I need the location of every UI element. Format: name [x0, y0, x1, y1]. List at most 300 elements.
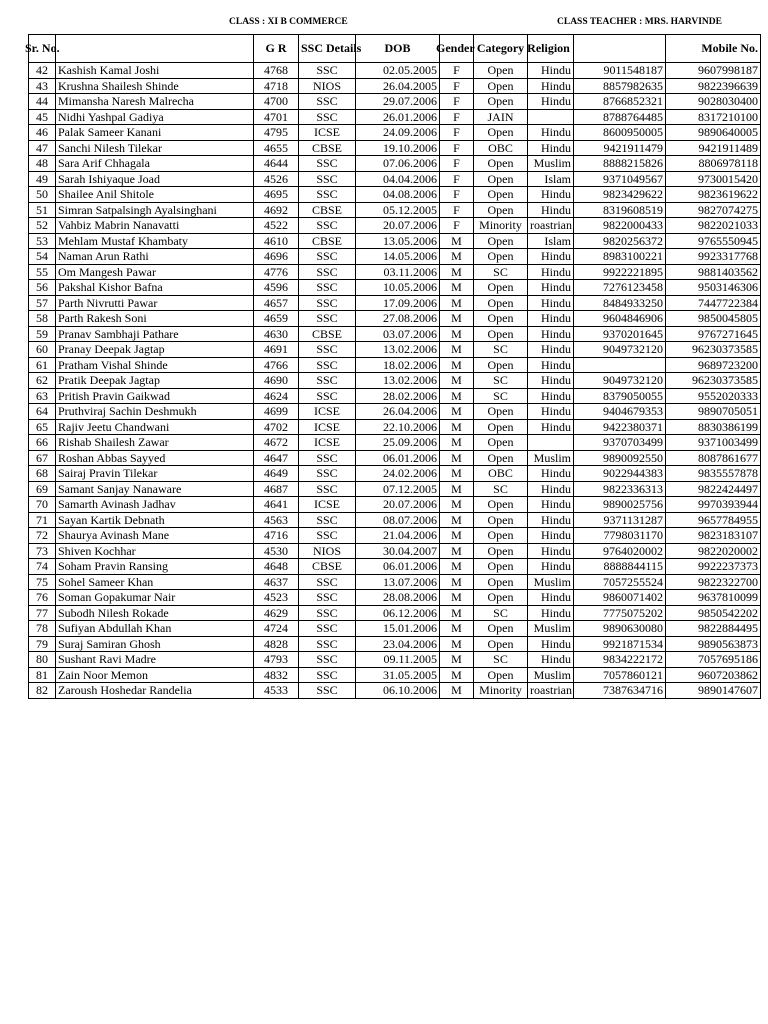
cell-sr-no: 71	[29, 512, 56, 528]
cell-religion: Hindu	[528, 466, 574, 482]
cell-mobile-no: 9822020002	[666, 543, 761, 559]
cell-ssc-board: SSC	[299, 528, 356, 544]
cell-ssc-board: CBSE	[299, 326, 356, 342]
cell-student-name: Parth Rakesh Soni	[56, 311, 254, 327]
cell-dob: 14.05.2006	[356, 249, 440, 265]
table-row	[29, 233, 761, 249]
cell-student-name: Mimansha Naresh Malrecha	[56, 94, 254, 110]
table-row	[29, 140, 761, 156]
cell-religion: Islam	[528, 171, 574, 187]
cell-dob: 15.01.2006	[356, 621, 440, 637]
cell-gender: M	[440, 512, 474, 528]
cell-dob: 30.04.2007	[356, 543, 440, 559]
table-row	[29, 621, 761, 637]
cell-student-name: Sairaj Pravin Tilekar	[56, 466, 254, 482]
cell-gender: M	[440, 342, 474, 358]
cell-dob: 22.10.2006	[356, 419, 440, 435]
cell-ssc-board: NIOS	[299, 78, 356, 94]
cell-phone: 9822000433	[574, 218, 666, 234]
cell-student-name: Pranav Sambhaji Pathare	[56, 326, 254, 342]
table-row	[29, 342, 761, 358]
cell-sr-no: 61	[29, 357, 56, 373]
cell-phone: 7775075202	[574, 605, 666, 621]
cell-category: Open	[474, 63, 528, 79]
cell-gender: F	[440, 94, 474, 110]
cell-ssc-board: SSC	[299, 109, 356, 125]
cell-sr-no: 63	[29, 388, 56, 404]
cell-mobile-no: 8830386199	[666, 419, 761, 435]
table-row	[29, 171, 761, 187]
cell-mobile-no: 9881403562	[666, 264, 761, 280]
cell-religion: Hindu	[528, 512, 574, 528]
cell-ssc-board: ICSE	[299, 435, 356, 451]
cell-mobile-no: 96230373585	[666, 373, 761, 389]
table-row	[29, 373, 761, 389]
cell-category: Open	[474, 233, 528, 249]
cell-dob: 13.02.2006	[356, 342, 440, 358]
cell-gender: M	[440, 280, 474, 296]
cell-ssc-board: ICSE	[299, 497, 356, 513]
cell-sr-no: 62	[29, 373, 56, 389]
cell-category: Open	[474, 667, 528, 683]
cell-sr-no: 69	[29, 481, 56, 497]
cell-sr-no: 57	[29, 295, 56, 311]
cell-dob: 23.04.2006	[356, 636, 440, 652]
cell-religion	[528, 435, 574, 451]
cell-phone: 9823429622	[574, 187, 666, 203]
cell-phone: 9604846906	[574, 311, 666, 327]
cell-dob: 04.04.2006	[356, 171, 440, 187]
cell-mobile-no: 9637810099	[666, 590, 761, 606]
cell-student-name: Pratham Vishal Shinde	[56, 357, 254, 373]
cell-religion: Hindu	[528, 264, 574, 280]
cell-phone: 8766852321	[574, 94, 666, 110]
cell-ssc-board: SSC	[299, 264, 356, 280]
cell-gender: F	[440, 202, 474, 218]
cell-gender: M	[440, 466, 474, 482]
cell-category: Open	[474, 497, 528, 513]
cell-dob: 24.02.2006	[356, 466, 440, 482]
cell-ssc-board: SSC	[299, 156, 356, 172]
cell-religion: Hindu	[528, 342, 574, 358]
cell-mobile-no: 9827074275	[666, 202, 761, 218]
cell-dob: 07.12.2005	[356, 481, 440, 497]
cell-student-name: Subodh Nilesh Rokade	[56, 605, 254, 621]
cell-phone: 8600950005	[574, 125, 666, 141]
table-row	[29, 404, 761, 420]
cell-category: Open	[474, 574, 528, 590]
cell-dob: 06.12.2006	[356, 605, 440, 621]
cell-mobile-no: 9552020333	[666, 388, 761, 404]
cell-gender: M	[440, 326, 474, 342]
cell-gr-number: 4828	[254, 636, 299, 652]
cell-student-name: Roshan Abbas Sayyed	[56, 450, 254, 466]
cell-student-name: Soham Pravin Ransing	[56, 559, 254, 575]
cell-dob: 09.11.2005	[356, 652, 440, 668]
cell-religion: Muslim	[528, 667, 574, 683]
cell-student-name: Sushant Ravi Madre	[56, 652, 254, 668]
cell-religion: Hindu	[528, 94, 574, 110]
cell-phone: 9422380371	[574, 419, 666, 435]
cell-gender: M	[440, 388, 474, 404]
cell-phone: 9404679353	[574, 404, 666, 420]
cell-religion: Hindu	[528, 125, 574, 141]
table-row	[29, 280, 761, 296]
cell-student-name: Sufiyan Abdullah Khan	[56, 621, 254, 637]
cell-gr-number: 4641	[254, 497, 299, 513]
cell-gender: M	[440, 419, 474, 435]
cell-category: Open	[474, 94, 528, 110]
col-header-sr-no: Sr. No.	[29, 35, 56, 63]
cell-gr-number: 4766	[254, 357, 299, 373]
cell-student-name: Om Mangesh Pawar	[56, 264, 254, 280]
col-header-gr: G R	[254, 35, 299, 63]
cell-mobile-no: 8087861677	[666, 450, 761, 466]
cell-phone: 9921871534	[574, 636, 666, 652]
cell-religion: Hindu	[528, 357, 574, 373]
cell-student-name: Shaurya Avinash Mane	[56, 528, 254, 544]
cell-student-name: Suraj Samiran Ghosh	[56, 636, 254, 652]
cell-gender: M	[440, 357, 474, 373]
cell-gender: M	[440, 311, 474, 327]
cell-dob: 24.09.2006	[356, 125, 440, 141]
cell-religion: Hindu	[528, 202, 574, 218]
cell-dob: 13.02.2006	[356, 373, 440, 389]
cell-phone: 7057860121	[574, 667, 666, 683]
cell-religion: Muslim	[528, 621, 574, 637]
cell-category: SC	[474, 342, 528, 358]
cell-student-name: Sanchi Nilesh Tilekar	[56, 140, 254, 156]
cell-mobile-no: 9922237373	[666, 559, 761, 575]
cell-category: OBC	[474, 140, 528, 156]
cell-mobile-no: 9765550945	[666, 233, 761, 249]
table-row	[29, 419, 761, 435]
cell-mobile-no: 9607998187	[666, 63, 761, 79]
cell-gender: M	[440, 621, 474, 637]
cell-gr-number: 4530	[254, 543, 299, 559]
cell-phone: 9049732120	[574, 373, 666, 389]
cell-student-name: Sohel Sameer Khan	[56, 574, 254, 590]
cell-mobile-no: 9923317768	[666, 249, 761, 265]
cell-sr-no: 53	[29, 233, 56, 249]
cell-student-name: Rishab Shailesh Zawar	[56, 435, 254, 451]
table-row	[29, 559, 761, 575]
cell-dob: 07.06.2006	[356, 156, 440, 172]
table-row	[29, 187, 761, 203]
cell-gr-number: 4637	[254, 574, 299, 590]
cell-phone: 9022944383	[574, 466, 666, 482]
cell-gr-number: 4702	[254, 419, 299, 435]
cell-ssc-board: SSC	[299, 311, 356, 327]
cell-mobile-no: 9421911489	[666, 140, 761, 156]
cell-category: SC	[474, 652, 528, 668]
cell-gender: M	[440, 435, 474, 451]
table-row	[29, 94, 761, 110]
cell-phone: 7276123458	[574, 280, 666, 296]
cell-gender: M	[440, 574, 474, 590]
cell-religion: Hindu	[528, 280, 574, 296]
cell-phone: 8379050055	[574, 388, 666, 404]
cell-gender: F	[440, 63, 474, 79]
cell-gender: F	[440, 171, 474, 187]
cell-mobile-no: 8317210100	[666, 109, 761, 125]
cell-sr-no: 50	[29, 187, 56, 203]
cell-dob: 25.09.2006	[356, 435, 440, 451]
table-row	[29, 249, 761, 265]
cell-phone: 8888215826	[574, 156, 666, 172]
cell-category: Open	[474, 171, 528, 187]
table-row	[29, 78, 761, 94]
cell-gender: M	[440, 373, 474, 389]
cell-mobile-no: 9890705051	[666, 404, 761, 420]
cell-mobile-no: 8806978118	[666, 156, 761, 172]
cell-ssc-board: SSC	[299, 466, 356, 482]
cell-student-name: Sayan Kartik Debnath	[56, 512, 254, 528]
cell-gr-number: 4724	[254, 621, 299, 637]
cell-student-name: Samarth Avinash Jadhav	[56, 497, 254, 513]
table-row	[29, 109, 761, 125]
cell-gender: M	[440, 652, 474, 668]
cell-gender: F	[440, 140, 474, 156]
cell-category: SC	[474, 388, 528, 404]
cell-category: Open	[474, 621, 528, 637]
cell-religion: Hindu	[528, 140, 574, 156]
cell-religion: Hindu	[528, 373, 574, 389]
table-row	[29, 636, 761, 652]
cell-phone: 9890025756	[574, 497, 666, 513]
cell-ssc-board: SSC	[299, 590, 356, 606]
cell-gr-number: 4795	[254, 125, 299, 141]
cell-student-name: Shailee Anil Shitole	[56, 187, 254, 203]
cell-ssc-board: SSC	[299, 187, 356, 203]
cell-gr-number: 4793	[254, 652, 299, 668]
cell-category: SC	[474, 373, 528, 389]
cell-dob: 26.01.2006	[356, 109, 440, 125]
cell-phone: 7387634716	[574, 683, 666, 699]
cell-gender: M	[440, 404, 474, 420]
cell-student-name: Pruthviraj Sachin Deshmukh	[56, 404, 254, 420]
cell-phone: 9011548187	[574, 63, 666, 79]
cell-phone: 8983100221	[574, 249, 666, 265]
cell-phone: 9922221895	[574, 264, 666, 280]
cell-phone	[574, 357, 666, 373]
cell-gr-number: 4647	[254, 450, 299, 466]
cell-student-name: Pratik Deepak Jagtap	[56, 373, 254, 389]
cell-religion: Hindu	[528, 605, 574, 621]
cell-religion: Hindu	[528, 497, 574, 513]
cell-dob: 31.05.2005	[356, 667, 440, 683]
cell-phone: 9049732120	[574, 342, 666, 358]
cell-ssc-board: SSC	[299, 295, 356, 311]
cell-religion: Hindu	[528, 187, 574, 203]
cell-category: Open	[474, 636, 528, 652]
cell-gr-number: 4768	[254, 63, 299, 79]
cell-sr-no: 46	[29, 125, 56, 141]
cell-mobile-no: 9689723200	[666, 357, 761, 373]
cell-phone: 9370201645	[574, 326, 666, 342]
cell-gender: F	[440, 78, 474, 94]
table-row	[29, 528, 761, 544]
cell-gender: M	[440, 233, 474, 249]
cell-religion: Hindu	[528, 590, 574, 606]
cell-sr-no: 43	[29, 78, 56, 94]
cell-student-name: Zaroush Hoshedar Randelia	[56, 683, 254, 699]
cell-mobile-no: 9503146306	[666, 280, 761, 296]
cell-mobile-no: 9767271645	[666, 326, 761, 342]
cell-category: Open	[474, 202, 528, 218]
cell-sr-no: 51	[29, 202, 56, 218]
cell-category: Open	[474, 528, 528, 544]
cell-phone: 8888844115	[574, 559, 666, 575]
cell-student-name: Mehlam Mustaf Khambaty	[56, 233, 254, 249]
cell-student-name: Sara Arif Chhagala	[56, 156, 254, 172]
cell-category: Open	[474, 435, 528, 451]
cell-dob: 04.08.2006	[356, 187, 440, 203]
cell-mobile-no: 9890147607	[666, 683, 761, 699]
cell-gender: M	[440, 543, 474, 559]
cell-gender: F	[440, 218, 474, 234]
cell-mobile-no: 9822021033	[666, 218, 761, 234]
cell-ssc-board: SSC	[299, 574, 356, 590]
cell-ssc-board: SSC	[299, 683, 356, 699]
cell-gender: M	[440, 683, 474, 699]
cell-ssc-board: ICSE	[299, 404, 356, 420]
cell-sr-no: 78	[29, 621, 56, 637]
cell-mobile-no: 7057695186	[666, 652, 761, 668]
cell-ssc-board: ICSE	[299, 125, 356, 141]
cell-gender: M	[440, 559, 474, 575]
cell-category: Open	[474, 156, 528, 172]
cell-sr-no: 73	[29, 543, 56, 559]
cell-ssc-board: SSC	[299, 218, 356, 234]
cell-religion	[528, 109, 574, 125]
cell-dob: 20.07.2006	[356, 497, 440, 513]
cell-ssc-board: SSC	[299, 342, 356, 358]
cell-sr-no: 80	[29, 652, 56, 668]
cell-category: Open	[474, 295, 528, 311]
cell-sr-no: 65	[29, 419, 56, 435]
cell-mobile-no: 9823183107	[666, 528, 761, 544]
cell-gr-number: 4526	[254, 171, 299, 187]
cell-sr-no: 76	[29, 590, 56, 606]
cell-student-name: Nidhi Yashpal Gadiya	[56, 109, 254, 125]
cell-category: Minority	[474, 683, 528, 699]
cell-dob: 13.05.2006	[356, 233, 440, 249]
cell-gender: M	[440, 450, 474, 466]
cell-category: SC	[474, 264, 528, 280]
cell-category: Open	[474, 78, 528, 94]
cell-category: Open	[474, 512, 528, 528]
cell-gr-number: 4624	[254, 388, 299, 404]
cell-gr-number: 4644	[254, 156, 299, 172]
cell-gender: M	[440, 264, 474, 280]
cell-category: SC	[474, 605, 528, 621]
cell-religion: Hindu	[528, 559, 574, 575]
cell-phone: 9371131287	[574, 512, 666, 528]
table-row	[29, 218, 761, 234]
cell-gr-number: 4533	[254, 683, 299, 699]
cell-religion: roastrian	[528, 683, 574, 699]
cell-mobile-no: 9822424497	[666, 481, 761, 497]
cell-phone: 9421911479	[574, 140, 666, 156]
cell-gr-number: 4699	[254, 404, 299, 420]
table-row	[29, 295, 761, 311]
cell-sr-no: 67	[29, 450, 56, 466]
cell-gr-number: 4700	[254, 94, 299, 110]
cell-sr-no: 54	[29, 249, 56, 265]
cell-dob: 06.10.2006	[356, 683, 440, 699]
cell-ssc-board: SSC	[299, 450, 356, 466]
cell-phone: 7798031170	[574, 528, 666, 544]
cell-category: Open	[474, 249, 528, 265]
cell-student-name: Simran Satpalsingh Ayalsinghani	[56, 202, 254, 218]
table-row	[29, 311, 761, 327]
cell-religion: Hindu	[528, 388, 574, 404]
cell-mobile-no: 9835557878	[666, 466, 761, 482]
cell-religion: Muslim	[528, 574, 574, 590]
cell-gr-number: 4716	[254, 528, 299, 544]
cell-sr-no: 66	[29, 435, 56, 451]
cell-ssc-board: SSC	[299, 94, 356, 110]
cell-phone: 9860071402	[574, 590, 666, 606]
table-row	[29, 156, 761, 172]
cell-gr-number: 4657	[254, 295, 299, 311]
cell-sr-no: 77	[29, 605, 56, 621]
cell-sr-no: 55	[29, 264, 56, 280]
col-header-religion: Religion	[528, 35, 574, 63]
cell-dob: 20.07.2006	[356, 218, 440, 234]
cell-ssc-board: SSC	[299, 63, 356, 79]
cell-mobile-no: 9822396639	[666, 78, 761, 94]
cell-student-name: Shiven Kochhar	[56, 543, 254, 559]
cell-phone: 9834222172	[574, 652, 666, 668]
cell-category: Minority	[474, 218, 528, 234]
cell-dob: 17.09.2006	[356, 295, 440, 311]
cell-ssc-board: SSC	[299, 481, 356, 497]
cell-student-name: Vahbiz Mabrin Nanavatti	[56, 218, 254, 234]
cell-sr-no: 81	[29, 667, 56, 683]
table-header-row	[29, 35, 761, 63]
cell-gr-number: 4718	[254, 78, 299, 94]
cell-category: Open	[474, 559, 528, 575]
cell-gr-number: 4696	[254, 249, 299, 265]
cell-religion: Hindu	[528, 326, 574, 342]
table-row	[29, 435, 761, 451]
table-row	[29, 652, 761, 668]
cell-ssc-board: SSC	[299, 605, 356, 621]
cell-dob: 18.02.2006	[356, 357, 440, 373]
cell-gender: M	[440, 667, 474, 683]
col-header-gender: Gender	[440, 35, 474, 63]
cell-religion: Hindu	[528, 78, 574, 94]
cell-dob: 06.01.2006	[356, 450, 440, 466]
table-body	[29, 63, 761, 699]
cell-gr-number: 4776	[254, 264, 299, 280]
cell-gender: F	[440, 109, 474, 125]
cell-ssc-board: CBSE	[299, 202, 356, 218]
col-header-name	[56, 35, 254, 63]
cell-ssc-board: CBSE	[299, 140, 356, 156]
cell-sr-no: 79	[29, 636, 56, 652]
cell-religion: Hindu	[528, 295, 574, 311]
cell-ssc-board: ICSE	[299, 419, 356, 435]
cell-gr-number: 4672	[254, 435, 299, 451]
cell-category: Open	[474, 187, 528, 203]
cell-ssc-board: SSC	[299, 621, 356, 637]
cell-gr-number: 4523	[254, 590, 299, 606]
cell-religion: Muslim	[528, 156, 574, 172]
cell-sr-no: 48	[29, 156, 56, 172]
